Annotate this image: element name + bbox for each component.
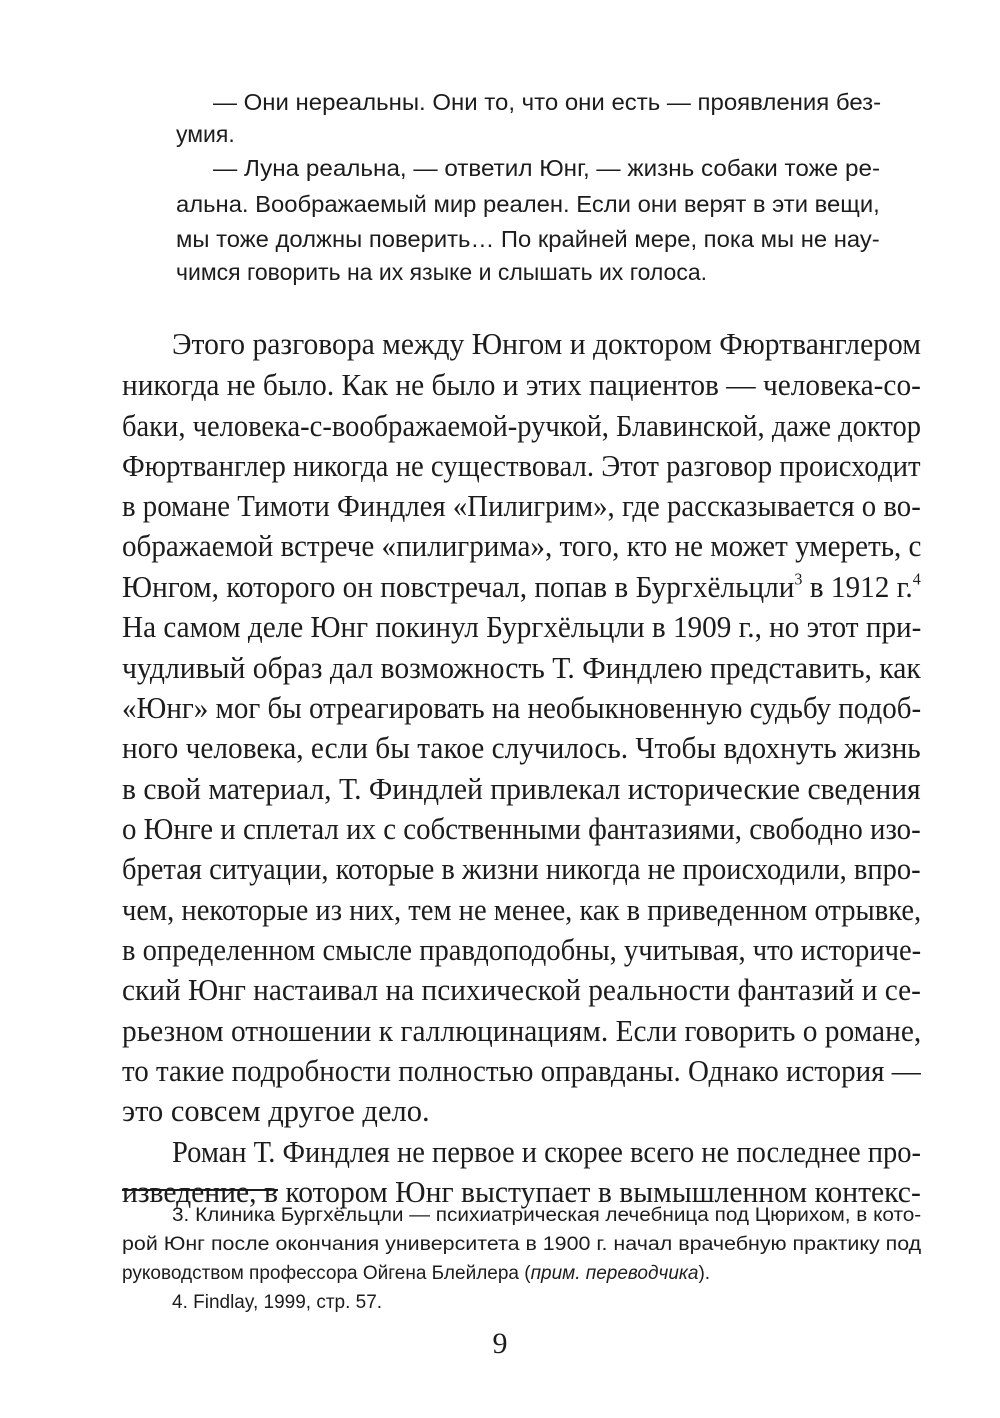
footnote-divider xyxy=(122,1189,278,1191)
paragraph-line: в романе Тимоти Финдлея «Пилигрим», где рассказывается о во- xyxy=(122,489,921,523)
quote-line: альна. Воображаемый мир реален. Если они верят в эти вещи, xyxy=(176,191,880,217)
paragraph-line-with-footnote-refs xyxy=(122,567,921,607)
paragraph-line: ного человека, если бы такое случилось. Чтобы вдохнуть жизнь xyxy=(122,731,921,765)
paragraph-line: ский Юнг настаивал на психической реальности фантазий и се- xyxy=(122,973,921,1007)
paragraph-line: бретая ситуации, которые в жизни никогда не происходили, впро- xyxy=(122,852,921,886)
page-number: 9 xyxy=(492,1327,508,1360)
footnote-line xyxy=(122,1260,710,1288)
paragraph-text: Юнгом, которого он повстречал, попав в Бургхёльцли xyxy=(122,570,795,604)
quote-line: — Они нереальны. Они то, что они есть — проявления без- xyxy=(213,89,882,115)
paragraph-line: Этого разговора между Юнгом и доктором Фюртванглером xyxy=(172,327,921,361)
paragraph-line: изведение, в котором Юнг выступает в вымышленном контекс- xyxy=(122,1175,921,1209)
footnote-text: ). xyxy=(698,1263,711,1284)
footnote-line: рой Юнг после окончания университета в 1900 г. начал врачебную практику под xyxy=(122,1234,922,1255)
paragraph-line: то такие подробности полностью оправданы. Однако история — xyxy=(122,1054,921,1088)
paragraph-line: «Юнг» мог бы отреагировать на необыкновенную судьбу подоб- xyxy=(122,691,922,725)
paragraph-line: о Юнге и сплетал их с собственными фантазиями, свободно изо- xyxy=(122,812,921,846)
paragraph-line: рьезном отношении к галлюцинациям. Если говорить о романе, xyxy=(122,1014,922,1048)
footnote-line: 4. Findlay, 1999, стр. 57. xyxy=(172,1292,383,1313)
footnote-ref-4: 4 xyxy=(912,569,921,589)
paragraph-line: чем, некоторые из них, тем не менее, как в приведенном отрывке, xyxy=(122,893,922,927)
quote-line: чимся говорить на их языке и слышать их голоса. xyxy=(176,259,708,285)
paragraph-line: в определенном смысле правдоподобны, учитывая, что историче- xyxy=(122,933,922,967)
footnote-line: 3. Клиника Бургхёльцли — психиатрическая лечебница под Цюрихом, в кото- xyxy=(172,1205,922,1226)
quote-line: мы тоже должны поверить… По крайней мере, пока мы не нау- xyxy=(176,226,880,252)
paragraph-line: ображаемой встрече «пилигрима», того, кто не может умереть, с xyxy=(122,529,922,563)
footnote-ref-3: 3 xyxy=(794,569,803,589)
paragraph-line: баки, человека-с-воображаемой-ручкой, Блавинской, даже доктор xyxy=(122,409,922,443)
footnote-text: руководством профессора Ойгена Блейлера ( xyxy=(122,1263,531,1284)
paragraph-line: это совсем другое дело. xyxy=(122,1094,430,1128)
quote-line: умия. xyxy=(176,121,235,147)
paragraph-line: чудливый образ дал возможность Т. Финдлею представить, как xyxy=(122,651,921,685)
translator-note: прим. переводчика xyxy=(530,1263,699,1284)
paragraph-line: Фюртванглер никогда не существовал. Этот разговор происходит xyxy=(122,449,921,483)
paragraph-line: никогда не было. Как не было и этих пациентов — человека-со- xyxy=(122,368,921,402)
paragraph-line: Роман Т. Финдлея не первое и скорее всего не последнее про- xyxy=(172,1135,921,1169)
paragraph-line: На самом деле Юнг покинул Бургхёльцли в 1909 г., но этот при- xyxy=(122,610,922,644)
quote-line: — Луна реальна, — ответил Юнг, — жизнь собаки тоже ре- xyxy=(213,155,881,181)
paragraph-text: в 1912 г. xyxy=(809,570,913,604)
paragraph-line: в свой материал, Т. Финдлей привлекал исторические сведения xyxy=(122,772,921,806)
